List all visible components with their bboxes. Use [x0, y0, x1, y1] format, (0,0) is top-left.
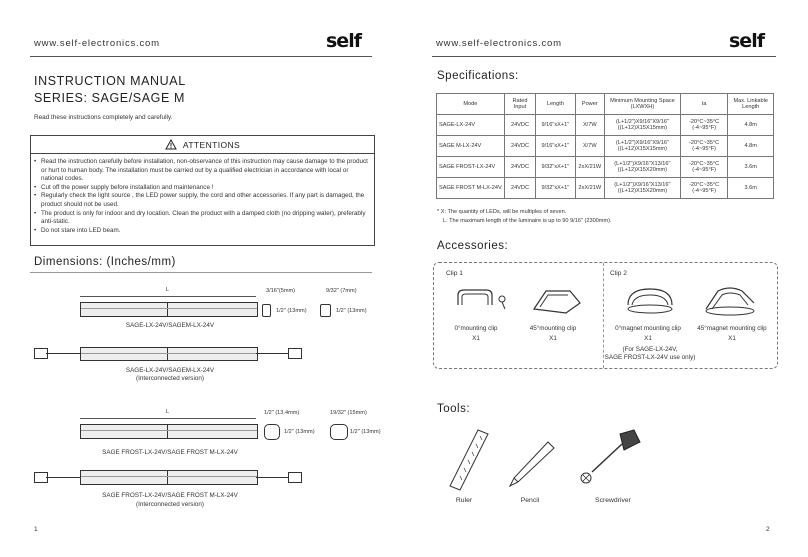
column-header: ta: [680, 94, 728, 115]
width-label: 1/2" (13.4mm): [264, 410, 300, 416]
list-item: • Cut off the power supply before installation and maintenance !: [41, 184, 370, 193]
table-cell: (L+1/2")X9/16"X13/16" ((L+12)X15X20mm): [604, 157, 680, 178]
model-caption: SAGE-LX-24V/SAGEM-LX-24V: [125, 367, 215, 374]
table-cell: 9/16"xX+1": [536, 136, 575, 157]
height-label: 1/2" (13mm): [276, 308, 307, 314]
table-cell: SAGE M-LX-24V: [437, 136, 505, 157]
accessory-qty: X1: [472, 335, 480, 342]
model-caption: SAGE-LX-24V/SAGEM-LX-24V: [125, 322, 215, 329]
specifications-table: [436, 93, 774, 199]
column-header: Max. Linkable Length: [728, 94, 774, 115]
fixture-drawing: [80, 424, 258, 439]
profile-drawing: [262, 304, 271, 317]
width-label: 9/32" (7mm): [326, 288, 357, 294]
table-cell: 2xX/21W: [575, 178, 604, 199]
intro-text: Read these instructions completely and carefully.: [34, 114, 173, 121]
list-item: • Regularly check the light source , the LED power supply, the cord and other accessories. If any part is damaged, the product should not be used.: [41, 192, 370, 209]
table-cell: 4.8m: [728, 136, 774, 157]
tool-label: Ruler: [455, 497, 473, 504]
mounting-clip-45-icon: [526, 285, 586, 317]
manual-title: INSTRUCTION MANUAL: [34, 74, 186, 88]
spec-footnote: * X: The quantity of LEDs, will be multiples of seven.: [437, 209, 567, 215]
attentions-header: [31, 136, 374, 154]
column-header: Mode: [437, 94, 505, 115]
clip2-note: SAGE FROST-LX-24V use only): [604, 354, 696, 361]
clip2-note: (For SAGE-LX-24V,: [622, 346, 678, 353]
connector-drawing: [288, 472, 302, 483]
height-label: 1/2" (13mm): [336, 308, 367, 314]
column-header: Minimum Mounting Space (LXWXH): [604, 94, 680, 115]
table-row: [437, 115, 774, 136]
table-cell: X/7W: [575, 136, 604, 157]
table-cell: -20°C~35°C (-4~95°F): [680, 157, 728, 178]
tools-title: Tools:: [437, 403, 471, 415]
dimensions-title: Dimensions: (Inches/mm): [34, 256, 176, 268]
table-cell: SAGE-LX-24V: [437, 115, 505, 136]
table-cell: -20°C~35°C (-4~95°F): [680, 178, 728, 199]
column-header: Rated Input: [504, 94, 535, 115]
pencil-icon: [506, 440, 556, 488]
fixture-drawing: [80, 302, 258, 317]
dimension-line: [80, 296, 256, 297]
dimension-line: [80, 418, 256, 419]
ruler-icon: [444, 428, 494, 492]
tool-label: Screwdriver: [595, 497, 631, 504]
fixture-drawing: [80, 470, 258, 485]
length-label: L: [166, 287, 170, 293]
profile-drawing: [330, 424, 348, 440]
table-cell: 9/32"xX+1": [536, 178, 575, 199]
list-item: • Do not stare into LED beam.: [41, 227, 370, 236]
accessory-label: 0°magnet mounting clip: [615, 325, 681, 332]
table-cell: 3.6m: [728, 178, 774, 199]
clip2-title: Clip 2: [610, 270, 627, 277]
accessory-qty: X1: [728, 335, 736, 342]
column-header: Power: [575, 94, 604, 115]
height-label: 1/2" (13mm): [350, 429, 381, 435]
table-cell: SAGE FROST M-LX-24V: [437, 178, 505, 199]
length-label: L: [166, 409, 170, 415]
accessory-label: 45°mounting clip: [529, 325, 577, 332]
accessory-label: 45°magnet mounting clip: [697, 325, 767, 332]
magnet-clip-45-icon: [700, 283, 760, 317]
table-cell: (L+1/2")X9/16"X13/16" ((L+12)X15X20mm): [604, 178, 680, 199]
brand-logo: self: [326, 30, 361, 52]
table-cell: X/7W: [575, 115, 604, 136]
table-cell: SAGE FROST-LX-24V: [437, 157, 505, 178]
model-subcaption: (Interconnected version): [136, 375, 204, 382]
table-cell: 24VDC: [504, 136, 535, 157]
list-item: • Read the instruction carefully before installation, non-observance of this instruction may cause damage to the product or hurt to human body. The installation must be carried out by a qualified electrician in accordance with local or national codes.: [41, 158, 370, 184]
accessory-qty: X1: [549, 335, 557, 342]
warning-icon: [165, 139, 177, 150]
header-divider: [432, 56, 776, 57]
fixture-drawing: [80, 347, 258, 361]
page-number: 1: [34, 526, 38, 533]
series-title: SERIES: SAGE/SAGE M: [34, 91, 186, 105]
model-caption: SAGE FROST-LX-24V/SAGE FROST M-LX-24V: [102, 449, 238, 456]
model-subcaption: (Interconnected version): [136, 501, 204, 508]
column-header: Length: [536, 94, 575, 115]
accessory-label: 0°mounting clip: [454, 325, 498, 332]
list-item: • The product is only for indoor and dry location. Clean the product with a damped cloth (no dripping water), preferably anti-static.: [41, 210, 370, 227]
magnet-clip-0-icon: [622, 283, 678, 317]
brand-logo: self: [729, 30, 764, 52]
table-cell: -20°C~35°C (-4~95°F): [680, 115, 728, 136]
table-cell: 2xX/21W: [575, 157, 604, 178]
table-cell: (L+1/2")X9/16"X9/16" ((L+12)X15X15mm): [604, 136, 680, 157]
cable-drawing: [46, 477, 80, 478]
table-row: [437, 178, 774, 199]
section-divider: [30, 272, 372, 273]
table-cell: 4.8m: [728, 115, 774, 136]
attentions-list: [31, 158, 374, 235]
profile-drawing: [320, 304, 331, 317]
profile-drawing: [264, 424, 280, 440]
table-row: [437, 136, 774, 157]
specifications-title: Specifications:: [437, 70, 519, 82]
attentions-title: ATTENTIONS: [182, 139, 241, 150]
page-number: 2: [766, 526, 770, 533]
tool-label: Pencil: [520, 497, 540, 504]
accessories-title: Accessories:: [437, 240, 509, 252]
table-cell: 24VDC: [504, 157, 535, 178]
header-divider: [30, 56, 372, 57]
table-cell: 24VDC: [504, 178, 535, 199]
spec-footnote: L: The maximam length of the luminaire is up to 90 9/16" (2300mm).: [443, 218, 612, 224]
height-label: 1/2" (13mm): [284, 429, 315, 435]
clip1-title: Clip 1: [446, 270, 463, 277]
accessory-qty: X1: [644, 335, 652, 342]
table-row: [437, 157, 774, 178]
connector-drawing: [288, 348, 302, 359]
table-cell: 3.6m: [728, 157, 774, 178]
attentions-box: [30, 135, 375, 246]
table-cell: 9/32"xX+1": [536, 157, 575, 178]
screwdriver-icon: [574, 428, 644, 492]
table-header-row: [437, 94, 774, 115]
width-label: 19/32" (15mm): [330, 410, 367, 416]
website-url: www.self-electronics.com: [436, 38, 562, 49]
cable-drawing: [46, 353, 80, 354]
table-cell: (L+1/2")X9/16"X9/16" ((L+12)X15X15mm): [604, 115, 680, 136]
mounting-clip-0-icon: [452, 285, 512, 315]
table-cell: -20°C~35°C (-4~95°F): [680, 136, 728, 157]
table-cell: 9/16"xX+1": [536, 115, 575, 136]
width-label: 3/16"(5mm): [266, 288, 296, 294]
model-caption: SAGE FROST-LX-24V/SAGE FROST M-LX-24V: [102, 492, 238, 499]
cable-drawing: [256, 477, 288, 478]
table-cell: 24VDC: [504, 115, 535, 136]
cable-drawing: [256, 353, 288, 354]
website-url: www.self-electronics.com: [34, 38, 160, 49]
